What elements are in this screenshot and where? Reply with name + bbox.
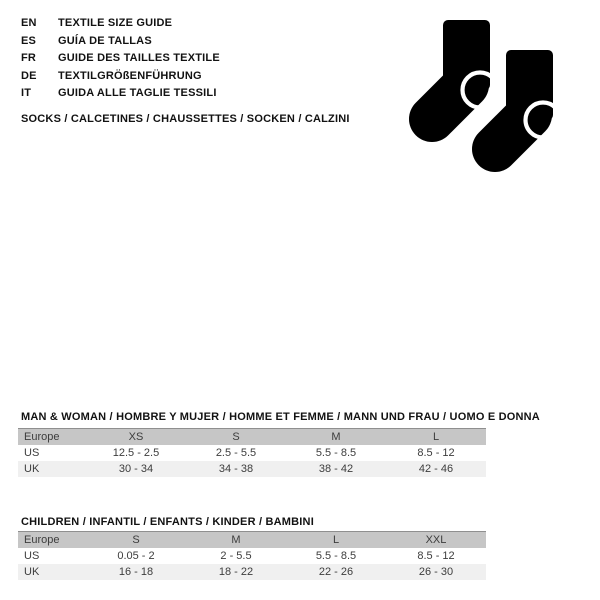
size-column-header: XXL bbox=[425, 534, 447, 546]
size-value-cell: 5.5 - 8.5 bbox=[315, 447, 357, 459]
language-label: TEXTILGRÖßENFÜHRUNG bbox=[58, 69, 202, 82]
region-cell: US bbox=[24, 550, 40, 562]
size-value-cell: 18 - 22 bbox=[218, 566, 254, 578]
size-value-cell: 12.5 - 2.5 bbox=[112, 447, 160, 459]
socks-icon bbox=[400, 12, 560, 180]
size-value-cell: 2 - 5.5 bbox=[220, 550, 252, 562]
language-code: IT bbox=[21, 87, 32, 100]
category-line: SOCKS / CALCETINES / CHAUSSETTES / SOCKEN / CALZINI bbox=[21, 113, 350, 125]
region-cell: US bbox=[24, 447, 40, 459]
size-column-header: L bbox=[432, 431, 440, 443]
size-table-adults bbox=[18, 428, 486, 477]
size-value-cell: 26 - 30 bbox=[418, 566, 454, 578]
language-row bbox=[21, 85, 220, 103]
size-value-cell: 34 - 38 bbox=[218, 463, 254, 475]
size-column-header: L bbox=[332, 534, 340, 546]
region-header-cell: Europe bbox=[24, 431, 60, 443]
size-value-cell: 42 - 46 bbox=[418, 463, 454, 475]
sock-right bbox=[495, 50, 560, 149]
table-header-row bbox=[18, 532, 486, 549]
language-code: ES bbox=[21, 34, 37, 47]
size-value-cell: 38 - 42 bbox=[318, 463, 354, 475]
sock-left bbox=[432, 20, 498, 119]
region-cell: UK bbox=[24, 566, 40, 578]
size-value-cell: 2.5 - 5.5 bbox=[215, 447, 257, 459]
size-value-cell: 16 - 18 bbox=[118, 566, 154, 578]
language-row bbox=[21, 68, 220, 86]
size-column-header: S bbox=[132, 534, 140, 546]
size-column-header: XS bbox=[128, 431, 144, 443]
size-value-cell: 8.5 - 12 bbox=[417, 550, 455, 562]
size-column-header: M bbox=[231, 534, 241, 546]
table-header-row bbox=[18, 429, 486, 446]
table-row-uk bbox=[18, 461, 486, 477]
size-column-header: S bbox=[232, 431, 240, 443]
language-row bbox=[21, 50, 220, 68]
language-row bbox=[21, 33, 220, 51]
language-code: FR bbox=[21, 52, 37, 65]
size-table-children bbox=[18, 531, 486, 580]
region-header-cell: Europe bbox=[24, 534, 60, 546]
language-code: DE bbox=[21, 69, 37, 82]
language-label: TEXTILE SIZE GUIDE bbox=[58, 17, 173, 29]
size-value-cell: 0.05 - 2 bbox=[117, 550, 155, 562]
language-label: GUÍA DE TALLAS bbox=[58, 34, 152, 47]
language-guide-block bbox=[21, 15, 220, 103]
size-value-cell: 30 - 34 bbox=[118, 463, 154, 475]
language-label: GUIDA ALLE TAGLIE TESSILI bbox=[58, 87, 217, 100]
language-label: GUIDE DES TAILLES TEXTILE bbox=[58, 52, 220, 65]
size-value-cell: 22 - 26 bbox=[318, 566, 354, 578]
size-value-cell: 8.5 - 12 bbox=[417, 447, 455, 459]
region-cell: UK bbox=[24, 463, 40, 475]
language-code: EN bbox=[21, 17, 37, 29]
table-title-children: CHILDREN / INFANTIL / ENFANTS / KINDER / BAMBINI bbox=[21, 516, 314, 528]
size-value-cell: 5.5 - 8.5 bbox=[315, 550, 357, 562]
table-row-us bbox=[18, 548, 486, 564]
table-row-uk bbox=[18, 564, 486, 580]
size-column-header: M bbox=[331, 431, 341, 443]
table-title-adults: MAN & WOMAN / HOMBRE Y MUJER / HOMME ET FEMME / MANN UND FRAU / UOMO E DONNA bbox=[21, 411, 540, 423]
table-row-us bbox=[18, 445, 486, 461]
language-row bbox=[21, 15, 220, 33]
